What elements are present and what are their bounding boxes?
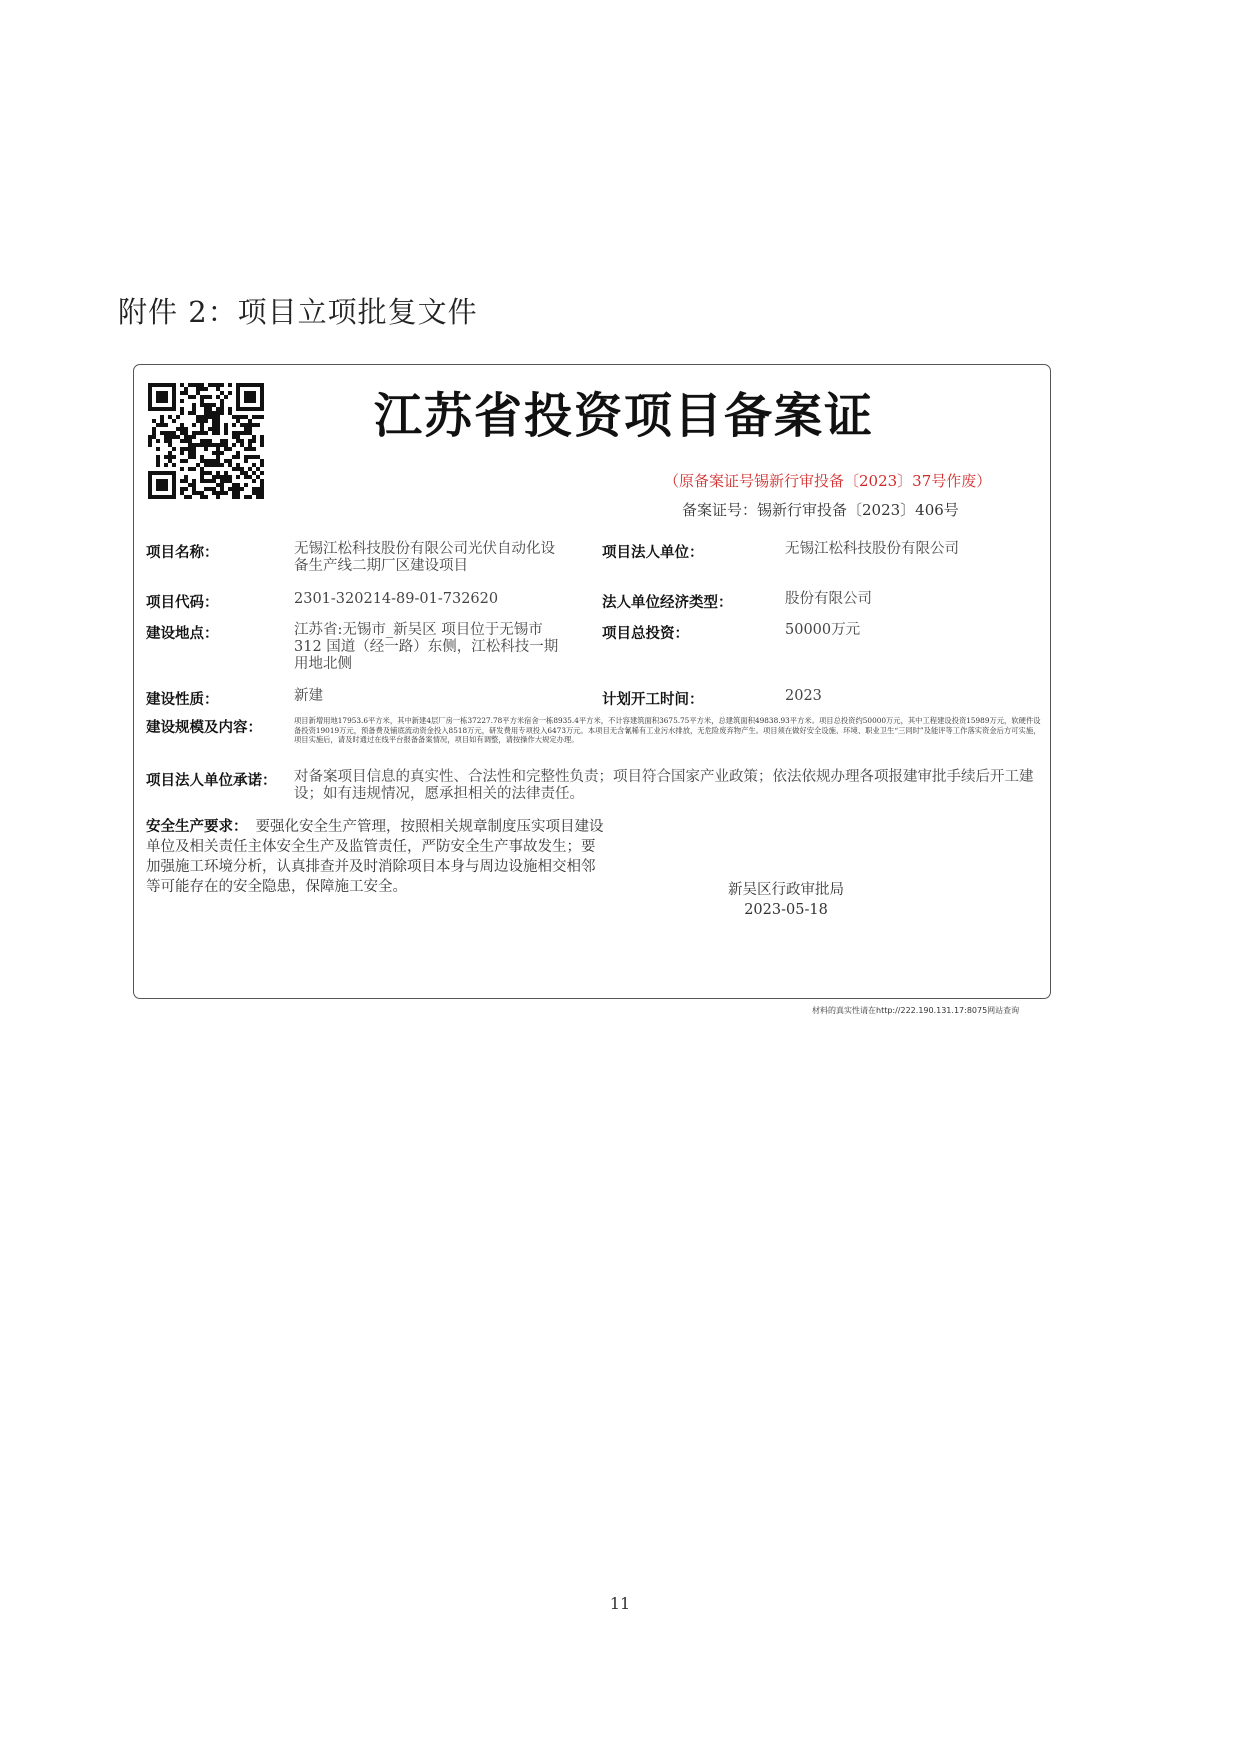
total-investment-value: 50000万元: [785, 622, 861, 638]
project-name-value: 无锡江松科技股份有限公司光伏自动化设备生产线二期厂区建设项目: [294, 541, 555, 574]
start-time-value: 2023: [785, 688, 822, 704]
location-label: 建设地点：: [146, 626, 219, 642]
start-time-label: 计划开工时间：: [602, 692, 704, 708]
scale-label: 建设规模及内容：: [146, 720, 262, 736]
record-number: 备案证号：锡新行审投备〔2023〕406号: [682, 501, 959, 519]
location-value: 江苏省:无锡市_新吴区 项目位于无锡市 312 国道（经一路）东侧，江松科技一期用地北侧: [294, 622, 559, 672]
verify-note: 材料的真实性请在http://222.190.131.17:8075网站查询: [812, 1006, 1020, 1015]
safety-value: 要强化安全生产管理，按照相关规章制度压实项目建设单位及相关责任主体安全生产及监管责任，严防安全生产事故发生；要加强施工环境分析，认真排查并及时消除项目本身与周边设施相交相邻等可能存在的安全隐患，保障施工安全。: [146, 819, 604, 895]
page-number: 11: [609, 1594, 631, 1613]
original-record-number: （原备案证号锡新行审投备〔2023〕37号作废）: [664, 472, 992, 490]
record-certificate: [133, 364, 1051, 999]
certificate-title: 江苏省投资项目备案证: [373, 388, 874, 444]
legal-entity-value: 无锡江松科技股份有限公司: [785, 541, 959, 557]
scale-value: 项目新增用地17953.6平方米，其中新建4层厂房一栋37227.78平方米宿舍一栋8935.4平方米，不计容建筑面积3675.75平方米，总建筑面积49838.93平方米。项目总投资约50000万元，其中工程建设投资15989万元，软硬件设备投资19019万元，预备费及铺底流动资金投入8518万元，研发费用专项投入6473万元。本项目无含氰稀有工业污水排放，无危险废弃物产生。项目须在做好安全设施、环境、职业卫生“三同时”及能评等工作落实资金后方可实施，项目实施后，请及时通过在线平台报备备案情况，项目如有调整，请按操作大规定办理。: [294, 716, 1041, 744]
issue-date: 2023-05-18: [744, 902, 828, 918]
qr-code-icon: [148, 383, 264, 499]
safety-requirements: [146, 817, 606, 897]
issuer-name: 新吴区行政审批局: [728, 882, 844, 898]
project-code-label: 项目代码：: [146, 595, 219, 611]
issuer-block: [728, 880, 844, 920]
entity-type-value: 股份有限公司: [785, 591, 872, 607]
entity-type-label: 法人单位经济类型：: [602, 595, 733, 611]
legal-entity-label: 项目法人单位：: [602, 545, 704, 561]
attachment-title: 附件 2：项目立项批复文件: [118, 295, 478, 329]
commitment-value: 对备案项目信息的真实性、合法性和完整性负责；项目符合国家产业政策；依法依规办理各项报建审批手续后开工建设；如有违规情况，愿承担相关的法律责任。: [294, 769, 1034, 802]
nature-value: 新建: [294, 688, 323, 704]
project-name-label: 项目名称：: [146, 545, 219, 561]
safety-label: 安全生产要求：: [146, 819, 248, 835]
commitment-label: 项目法人单位承诺：: [146, 773, 277, 789]
total-investment-label: 项目总投资：: [602, 626, 689, 642]
nature-label: 建设性质：: [146, 692, 219, 708]
project-code-value: 2301-320214-89-01-732620: [294, 591, 499, 607]
